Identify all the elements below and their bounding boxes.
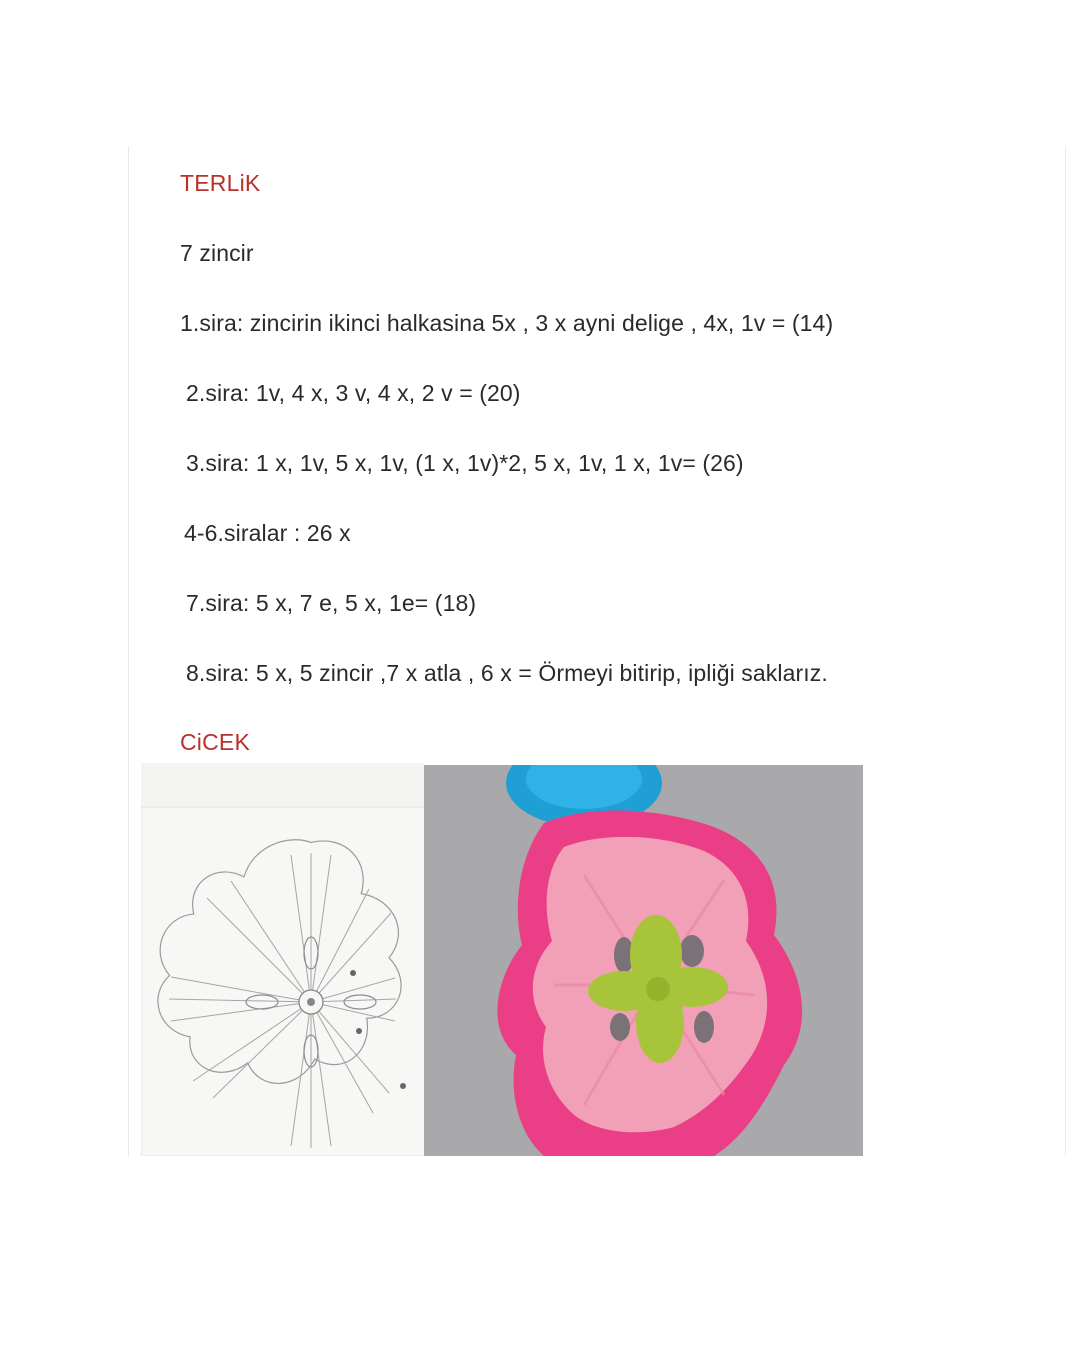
crochet-chart-image [141, 763, 425, 1156]
instruction-line: 3.sira: 1 x, 1v, 5 x, 1v, (1 x, 1v)*2, 5 x, 1v, 1 x, 1v= (26) [186, 450, 744, 476]
crochet-flower-photo [424, 765, 863, 1156]
instruction-line: 7.sira: 5 x, 7 e, 5 x, 1e= (18) [186, 590, 477, 616]
instruction-line: 2.sira: 1v, 4 x, 3 v, 4 x, 2 v = (20) [186, 380, 521, 406]
instruction-line: 8.sira: 5 x, 5 zincir ,7 x atla , 6 x = Örmeyi bitirip, ipliği saklarız. [186, 660, 828, 686]
instruction-line: 7 zincir [180, 240, 254, 266]
crochet-chart-drawing [141, 763, 425, 1156]
section-title-cicek: CiCEK [180, 729, 251, 755]
instruction-line: 4-6.siralar : 26 x [184, 520, 351, 546]
crochet-flower-drawing [424, 765, 863, 1156]
section-title-terlik: TERLiK [180, 170, 261, 196]
instruction-line: 1.sira: zincirin ikinci halkasina 5x , 3 x ayni delige , 4x, 1v = (14) [180, 310, 834, 336]
